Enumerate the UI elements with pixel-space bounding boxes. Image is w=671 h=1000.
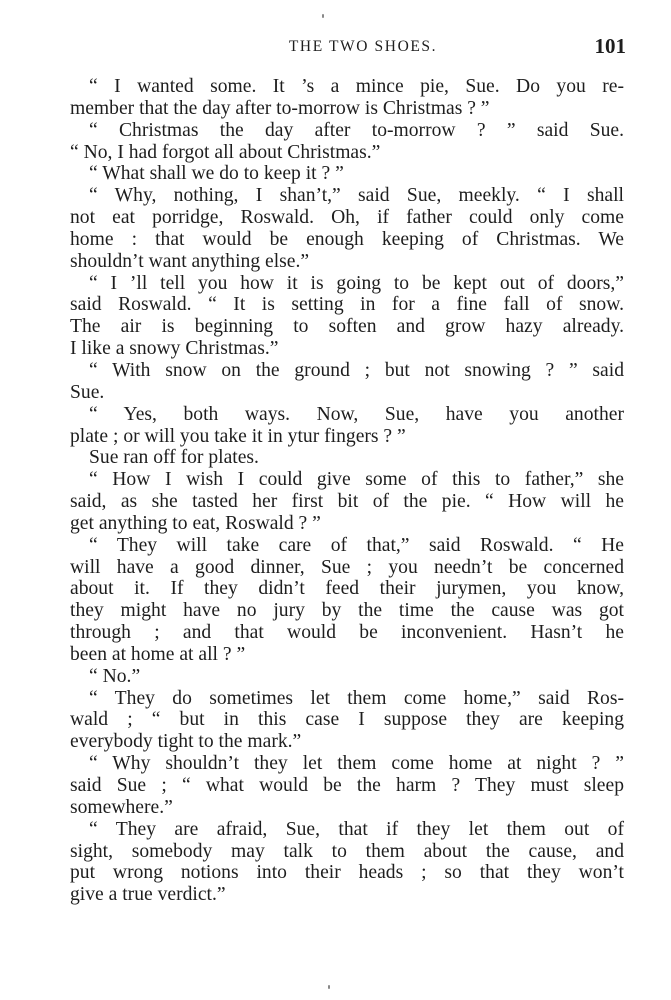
- text-line: “ I wanted some. It ’s a mince pie, Sue. Do you re-: [89, 76, 624, 97]
- text-line: will have a good dinner, Sue ; you needn’t be concerned: [70, 556, 624, 578]
- page-header: [68, 36, 628, 66]
- text-line: not eat porridge, Roswald. Oh, if father could only come: [70, 207, 624, 229]
- text-line: “ Yes, both ways. Now, Sue, have you another: [89, 403, 624, 425]
- text-line: everybody tight to the mark.”: [70, 731, 302, 753]
- text-line: “ They will take care of that,” said Roswald. “ He: [89, 534, 624, 556]
- text-line: “ With snow on the ground ; but not snowing ? ” said: [89, 359, 624, 381]
- text-line: get anything to eat, Roswald ? ”: [70, 512, 321, 534]
- text-line: “ Christmas the day after to-morrow ? ” said Sue.: [89, 119, 624, 141]
- text-line: said, as she tasted her first bit of the pie. “ How will he: [70, 491, 624, 513]
- text-line: sight, somebody may talk to them about the cause, and: [70, 840, 624, 862]
- text-line: shouldn’t want anything else.”: [70, 250, 310, 272]
- text-line: member that the day after to-morrow is Christmas ? ”: [70, 97, 490, 119]
- text-line: “ What shall we do to keep it ? ”: [89, 163, 344, 185]
- text-line: “ Why, nothing, I shan’t,” said Sue, meekly. “ I shall: [89, 185, 624, 207]
- text-line: home : that would be enough keeping of Christmas. We: [70, 228, 624, 250]
- text-line: “ No.”: [89, 665, 141, 687]
- text-line: wald ; “ but in this case I suppose they are keeping: [70, 709, 624, 731]
- text-line: “ Why shouldn’t they let them come home at night ? ”: [89, 753, 624, 775]
- text-line: Sue ran off for plates.: [89, 447, 259, 469]
- text-line: they might have no jury by the time the cause was got: [70, 600, 624, 622]
- text-line: said Sue ; “ what would be the harm ? They must sleep: [70, 775, 624, 796]
- text-line: through ; and that would be inconvenient. Hasn’t he: [70, 622, 624, 644]
- page-number: 101: [594, 34, 626, 58]
- text-line: been at home at all ? ”: [70, 643, 246, 665]
- running-head: THE TWO SHOES.: [288, 38, 438, 55]
- text-line: I like a snowy Christmas.”: [70, 338, 279, 360]
- print-speck: [322, 14, 324, 18]
- text-line: The air is beginning to soften and grow hazy already.: [70, 316, 624, 338]
- text-line: about it. If they didn’t feed their jurymen, you know,: [70, 578, 624, 600]
- text-line: said Roswald. “ It is setting in for a fine fall of snow.: [70, 294, 624, 316]
- text-line: “ How I wish I could give some of this to father,” she: [89, 469, 624, 491]
- body-text: [70, 76, 624, 906]
- text-line: “ They do sometimes let them come home,” said Ros-: [89, 687, 624, 709]
- text-line: plate ; or will you take it in ytur fingers ? ”: [70, 425, 406, 447]
- text-line: “ No, I had forgot all about Christmas.”: [70, 141, 381, 163]
- text-line: give a true verdict.”: [70, 884, 226, 906]
- text-line: somewhere.”: [70, 796, 173, 818]
- print-speck: [328, 985, 330, 989]
- text-line: “ They are afraid, Sue, that if they let them out of: [89, 818, 624, 840]
- text-line: put wrong notions into their heads ; so that they won’t: [70, 862, 624, 884]
- text-line: “ I ’ll tell you how it is going to be kept out of doors,”: [89, 272, 624, 294]
- text-line: Sue.: [70, 381, 105, 403]
